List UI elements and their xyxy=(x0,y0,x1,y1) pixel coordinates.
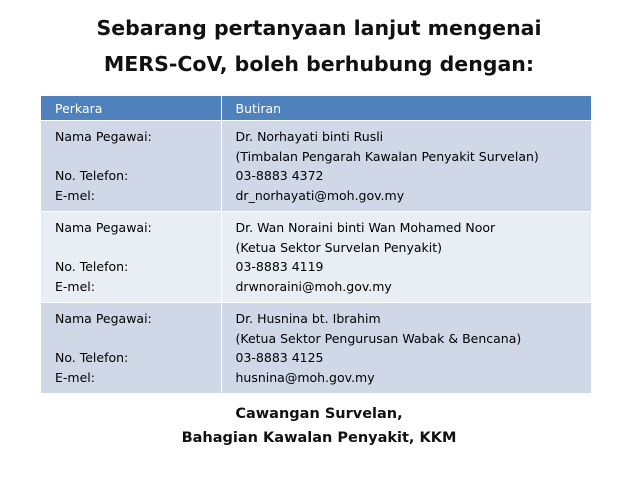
officer-email: dr_norhayati@moh.gov.my xyxy=(235,187,405,203)
table-header-row xyxy=(41,96,591,121)
label-spacer xyxy=(55,147,215,167)
officer-phone: 03-8883 4125 xyxy=(235,350,324,365)
row-details-cell xyxy=(221,303,591,394)
label-spacer xyxy=(55,329,215,349)
officer-phone: 03-8883 4119 xyxy=(235,259,324,274)
officer-position: (Ketua Sektor Survelan Penyakit) xyxy=(235,239,442,255)
label-nama-pegawai: Nama Pegawai: xyxy=(55,311,152,326)
officer-position: (Timbalan Pengarah Kawalan Penyakit Survelan) xyxy=(235,148,539,164)
label-e-mel: E-mel: xyxy=(55,369,95,385)
row-details-cell xyxy=(221,121,591,212)
contact-table xyxy=(41,96,591,393)
label-nama-pegawai: Nama Pegawai: xyxy=(55,129,152,144)
row-labels-cell xyxy=(41,303,221,394)
officer-phone: 03-8883 4372 xyxy=(235,168,324,183)
label-no-telefon: No. Telefon: xyxy=(55,168,129,183)
title-line-1: Sebarang pertanyaan lanjut mengenai xyxy=(96,16,542,40)
row-details-cell xyxy=(221,212,591,303)
column-header-perkara: Perkara xyxy=(41,96,221,121)
table-row xyxy=(41,303,591,394)
footer-department xyxy=(0,402,638,450)
footer-line-2: Bahagian Kawalan Penyakit, KKM xyxy=(181,430,457,446)
label-spacer xyxy=(55,238,215,258)
label-nama-pegawai: Nama Pegawai: xyxy=(55,220,152,235)
column-header-butiran: Butiran xyxy=(221,96,591,121)
table-row xyxy=(41,212,591,303)
table-row xyxy=(41,121,591,212)
row-labels-cell xyxy=(41,212,221,303)
title-line-2: MERS-CoV, boleh berhubung dengan: xyxy=(103,52,535,76)
label-no-telefon: No. Telefon: xyxy=(55,350,129,365)
officer-email: husnina@moh.gov.my xyxy=(235,369,375,385)
officer-position: (Ketua Sektor Pengurusan Wabak & Bencana) xyxy=(235,330,522,346)
page-title xyxy=(0,10,638,82)
officer-name: Dr. Husnina bt. Ibrahim xyxy=(235,311,381,326)
label-e-mel: E-mel: xyxy=(55,278,95,294)
officer-email: drwnoraini@moh.gov.my xyxy=(235,278,392,294)
row-labels-cell xyxy=(41,121,221,212)
officer-name: Dr. Wan Noraini binti Wan Mohamed Noor xyxy=(235,220,496,235)
officer-name: Dr. Norhayati binti Rusli xyxy=(235,129,384,144)
footer-line-1: Cawangan Survelan, xyxy=(235,406,403,422)
label-no-telefon: No. Telefon: xyxy=(55,259,129,274)
label-e-mel: E-mel: xyxy=(55,187,95,203)
